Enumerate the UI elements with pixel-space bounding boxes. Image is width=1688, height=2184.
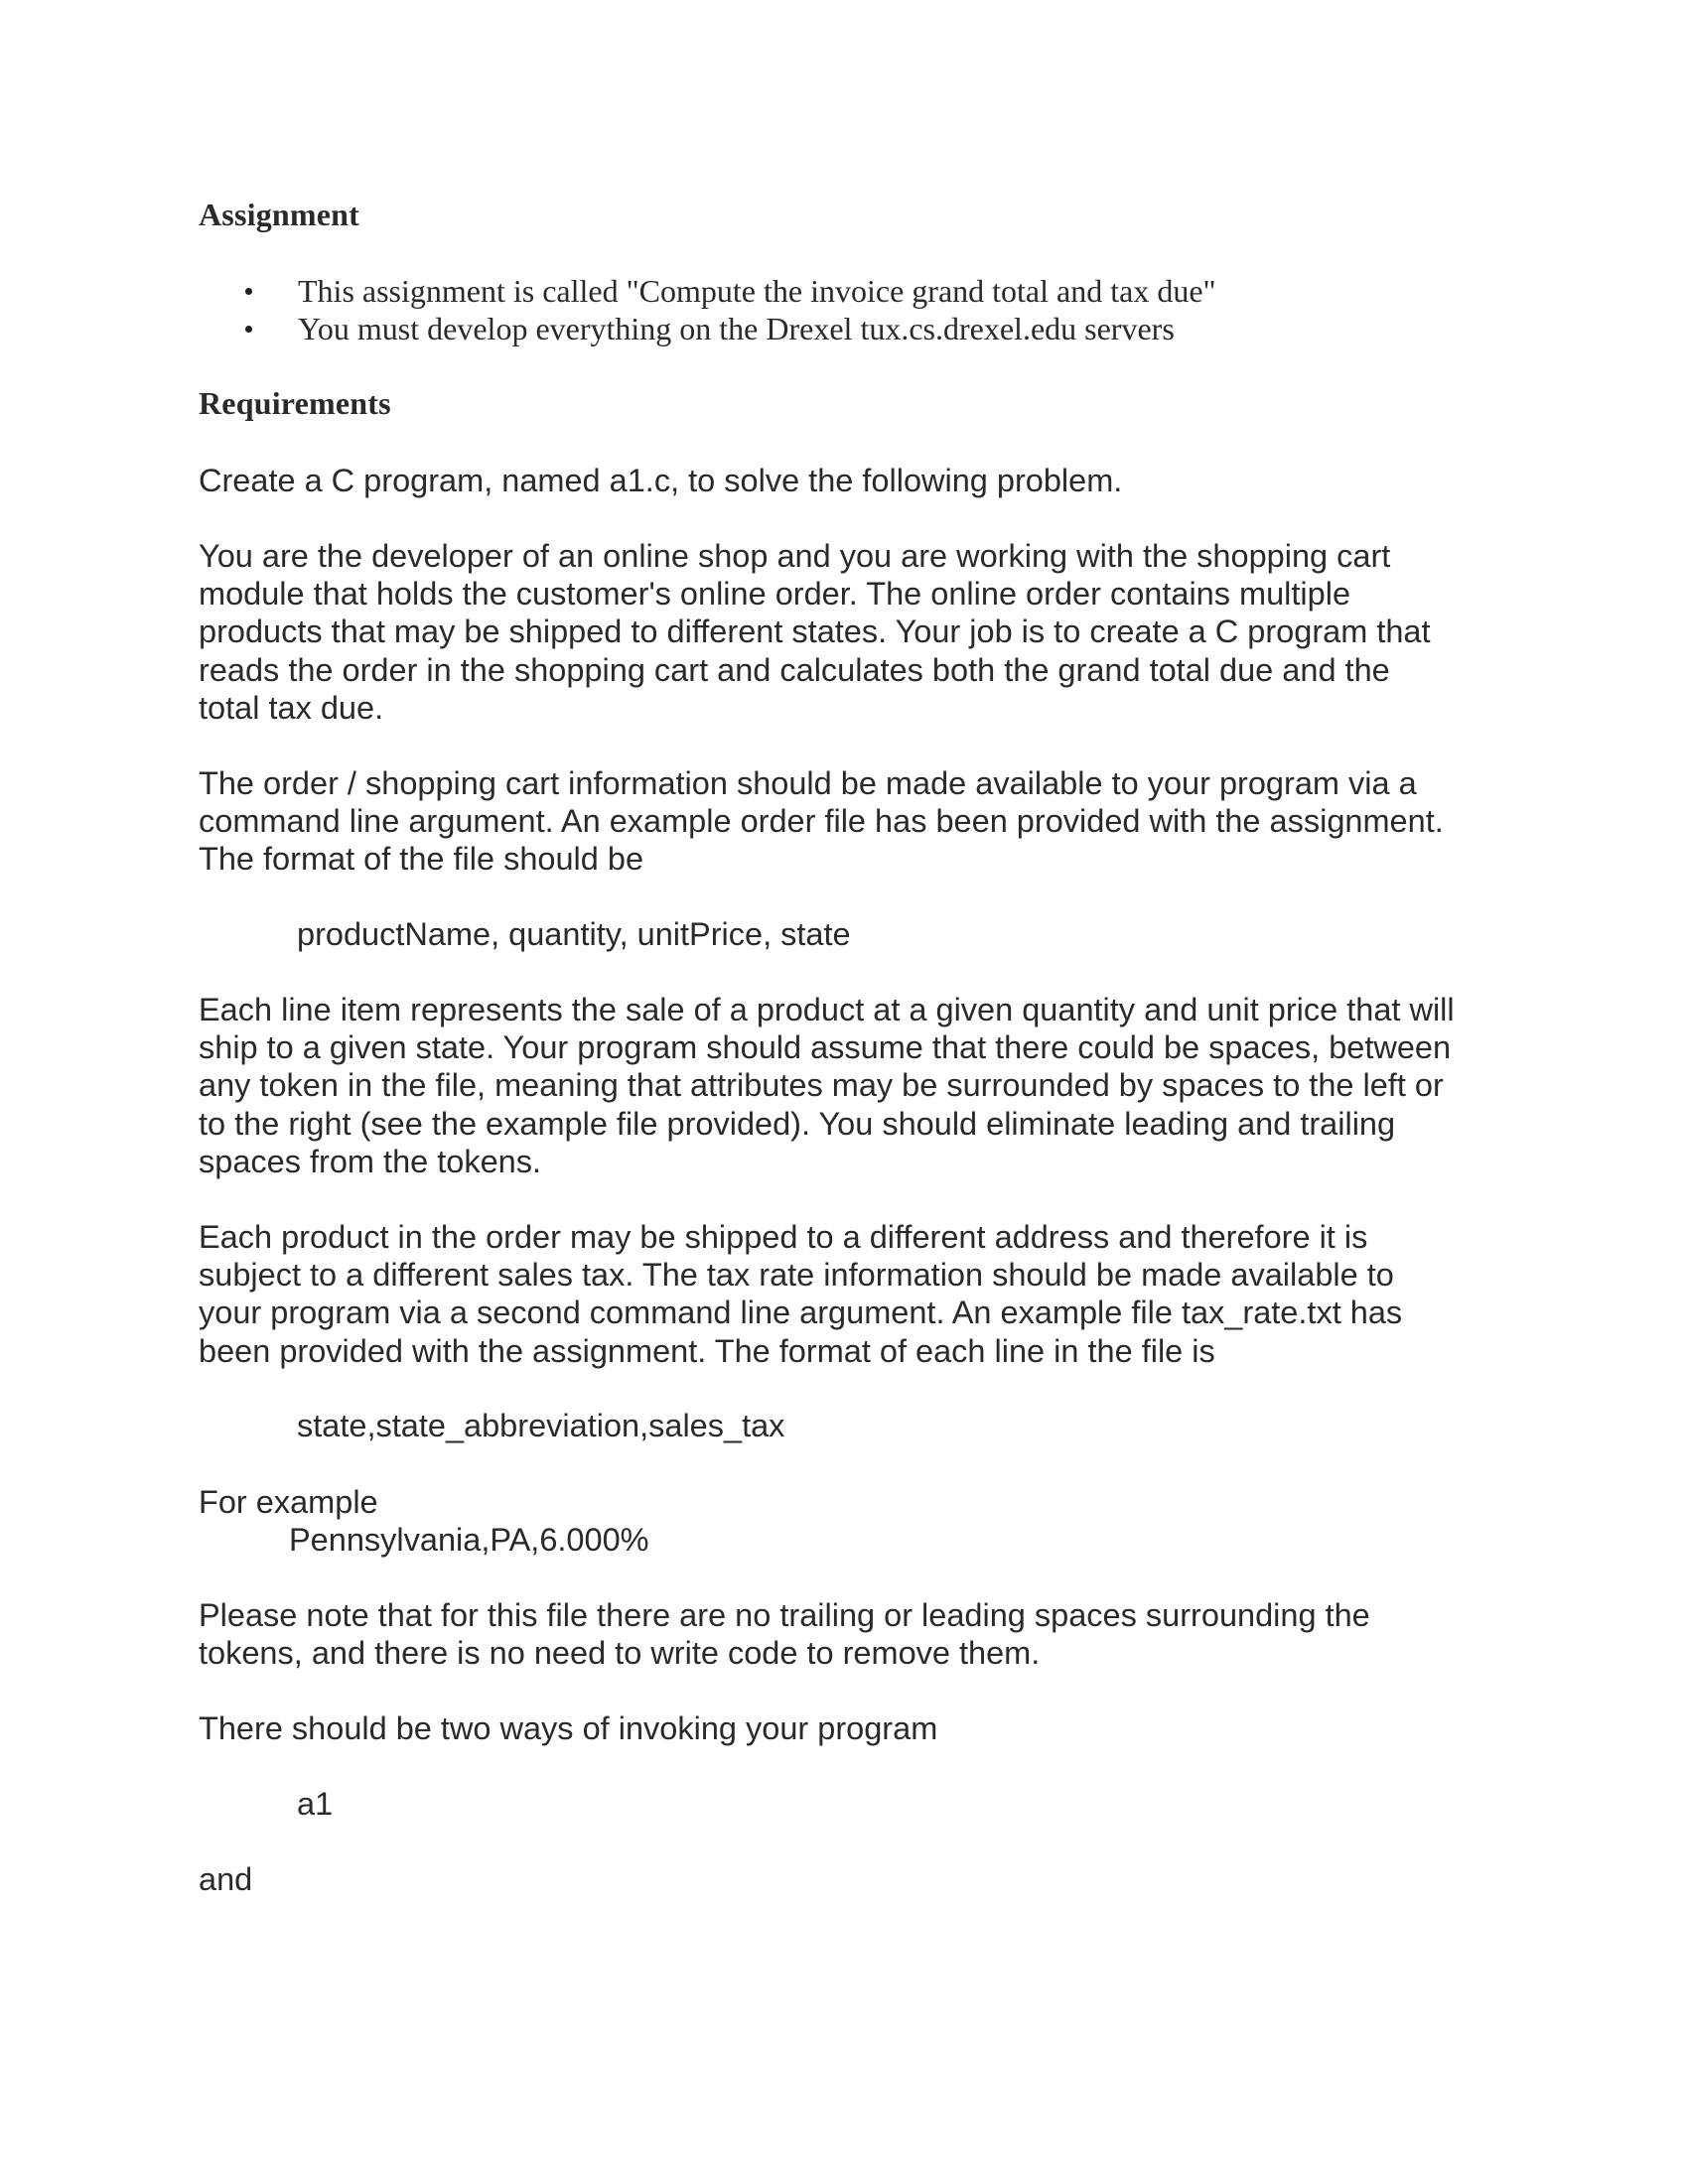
paragraph-line: There should be two ways of invoking your program <box>199 1710 938 1746</box>
paragraph-line: The order / shopping cart information should be made available to your program via a <box>199 765 1417 801</box>
paragraph-developer <box>199 537 1509 727</box>
paragraph-line: to the right (see the example file provided). You should eliminate leading and trailing <box>199 1105 1396 1142</box>
tax-format-line: state,state_abbreviation,sales_tax <box>297 1408 785 1443</box>
paragraph-line: Each product in the order may be shipped to a different address and therefore it is <box>199 1219 1368 1255</box>
order-format-line: productName, quantity, unitPrice, state <box>297 916 851 952</box>
assignment-heading: Assignment <box>199 197 360 232</box>
paragraph-line: been provided with the assignment. The format of each line in the file is <box>199 1332 1215 1369</box>
paragraph-line: command line argument. An example order file has been provided with the assignment. <box>199 803 1444 840</box>
bullet-text: This assignment is called "Compute the invoice grand total and tax due" <box>298 273 1216 309</box>
requirements-heading: Requirements <box>199 385 391 421</box>
paragraph-invocation <box>199 1709 1509 1747</box>
tax-example-line: Pennsylvania,PA,6.000% <box>289 1522 649 1558</box>
paragraph-line: Create a C program, named a1.c, to solve the following problem. <box>199 463 1123 498</box>
paragraph-line: total tax due. <box>199 689 384 726</box>
paragraph-line: Each line item represents the sale of a product at a given quantity and unit price that will <box>199 992 1455 1027</box>
for-example-label: For example <box>199 1484 378 1520</box>
bullet-icon <box>245 326 252 333</box>
paragraph-line: tokens, and there is no need to write code to remove them. <box>199 1635 1041 1672</box>
paragraph-line: The format of the file should be <box>199 841 644 878</box>
paragraph-line: your program via a second command line argument. An example file tax_rate.txt has <box>199 1295 1403 1331</box>
bullet-text: You must develop everything on the Drexel tux.cs.drexel.edu servers <box>298 311 1175 346</box>
paragraph-line: module that holds the customer's online order. The online order contains multiple <box>199 576 1351 613</box>
paragraph-line-item <box>199 991 1509 1180</box>
paragraph-line: ship to a given state. Your program should assume that there could be spaces, between <box>199 1029 1452 1066</box>
paragraph-line: products that may be shipped to different states. Your job is to create a C program that <box>199 614 1431 650</box>
paragraph-order-info <box>199 764 1509 879</box>
paragraph-line: subject to a different sales tax. The tax rate information should be made available to <box>199 1257 1394 1294</box>
invocation-command: a1 <box>297 1786 334 1822</box>
paragraph-line: spaces from the tokens. <box>199 1143 542 1179</box>
paragraph-line: Please note that for this file there are no trailing or leading spaces surrounding the <box>199 1597 1370 1633</box>
paragraph-line: You are the developer of an online shop and you are working with the shopping cart <box>199 538 1391 574</box>
bullet-icon <box>245 288 252 295</box>
paragraph-intro <box>199 462 1509 499</box>
paragraph-no-spaces <box>199 1596 1509 1672</box>
paragraph-line: reads the order in the shopping cart and calculates both the grand total due and the <box>199 651 1390 688</box>
paragraph-tax-info <box>199 1218 1509 1370</box>
and-text: and <box>199 1861 253 1897</box>
paragraph-line: any token in the file, meaning that attributes may be surrounded by spaces to the left or <box>199 1067 1444 1104</box>
